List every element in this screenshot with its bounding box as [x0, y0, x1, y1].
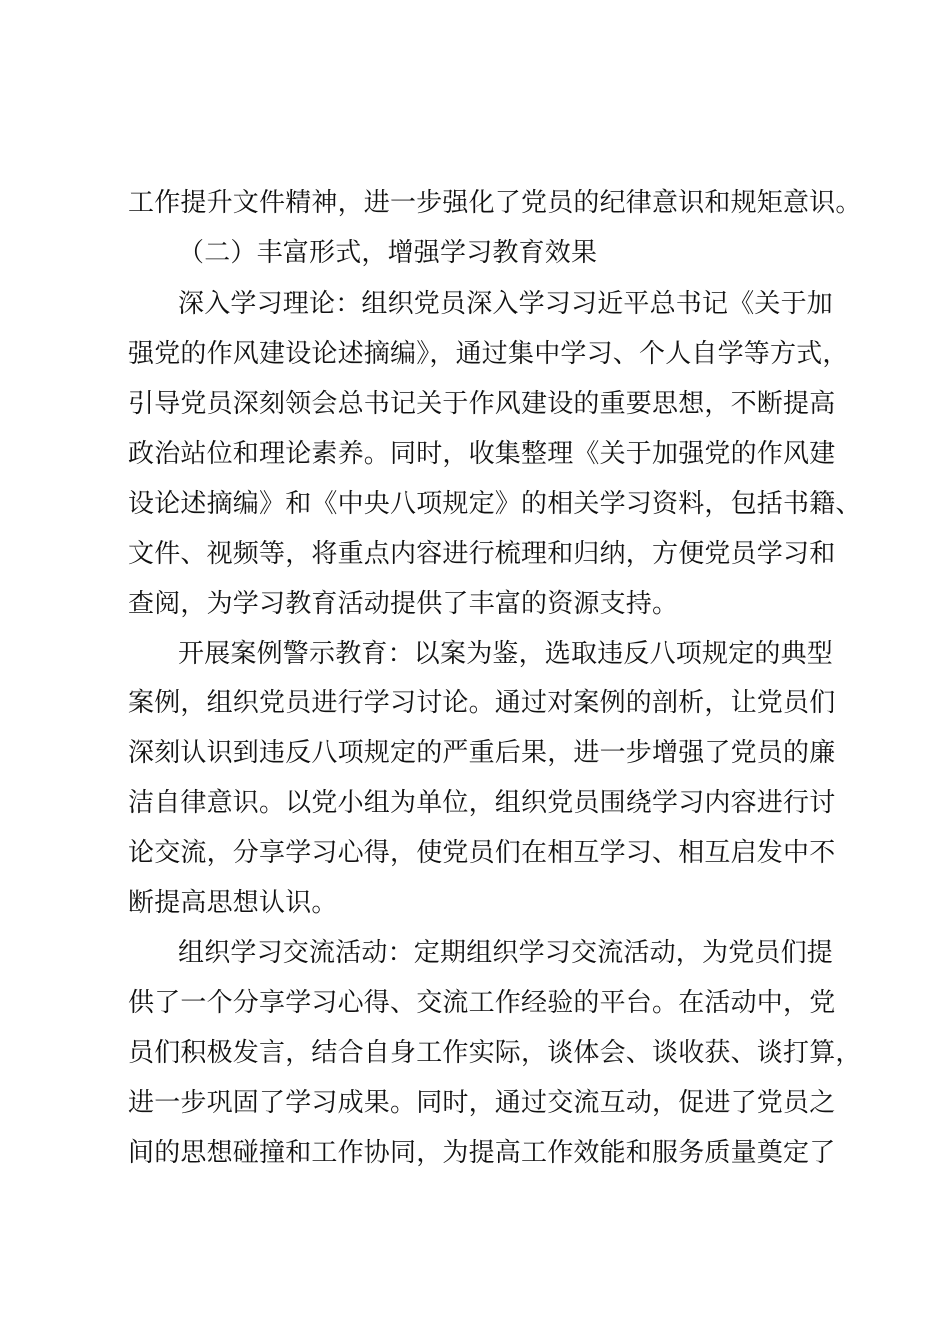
text-line: 查阅，为学习教育活动提供了丰富的资源支持。 [128, 589, 679, 619]
section-heading: （二）丰富形式，增强学习教育效果 [178, 238, 598, 268]
text-line: 组织学习交流活动：定期组织学习交流活动，为党员们提 [178, 938, 834, 968]
text-line: 政治站位和理论素养。同时，收集整理《关于加强党的作风建 [128, 439, 836, 469]
text-line: 论交流，分享学习心得，使党员们在相互学习、相互启发中不 [128, 838, 836, 868]
text-line: 引导党员深刻领会总书记关于作风建设的重要思想，不断提高 [128, 389, 836, 419]
text-line: 强党的作风建设论述摘编》，通过集中学习、个人自学等方式， [128, 339, 849, 369]
text-line: 供了一个分享学习心得、交流工作经验的平台。在活动中，党 [128, 988, 836, 1018]
text-line: 设论述摘编》和《中央八项规定》的相关学习资料，包括书籍、 [128, 489, 862, 519]
text-line: 开展案例警示教育：以案为鉴，选取违反八项规定的典型 [178, 639, 834, 669]
text-line: 断提高思想认识。 [128, 888, 338, 918]
text-line: 进一步巩固了学习成果。同时，通过交流互动，促进了党员之 [128, 1088, 836, 1118]
text-line-continuation: 工作提升文件精神，进一步强化了党员的纪律意识和规矩意识。 [128, 188, 862, 218]
text-line: 文件、视频等，将重点内容进行梳理和归纳，方便党员学习和 [128, 539, 836, 569]
text-line: 案例，组织党员进行学习讨论。通过对案例的剖析，让党员们 [128, 688, 836, 718]
text-line: 员们积极发言，结合自身工作实际，谈体会、谈收获、谈打算， [128, 1038, 862, 1068]
text-line: 洁自律意识。以党小组为单位，组织党员围绕学习内容进行讨 [128, 788, 836, 818]
text-line: 深刻认识到违反八项规定的严重后果，进一步增强了党员的廉 [128, 738, 836, 768]
text-line: 间的思想碰撞和工作协同，为提高工作效能和服务质量奠定了 [128, 1138, 836, 1168]
text-line: 深入学习理论：组织党员深入学习习近平总书记《关于加 [178, 289, 834, 319]
